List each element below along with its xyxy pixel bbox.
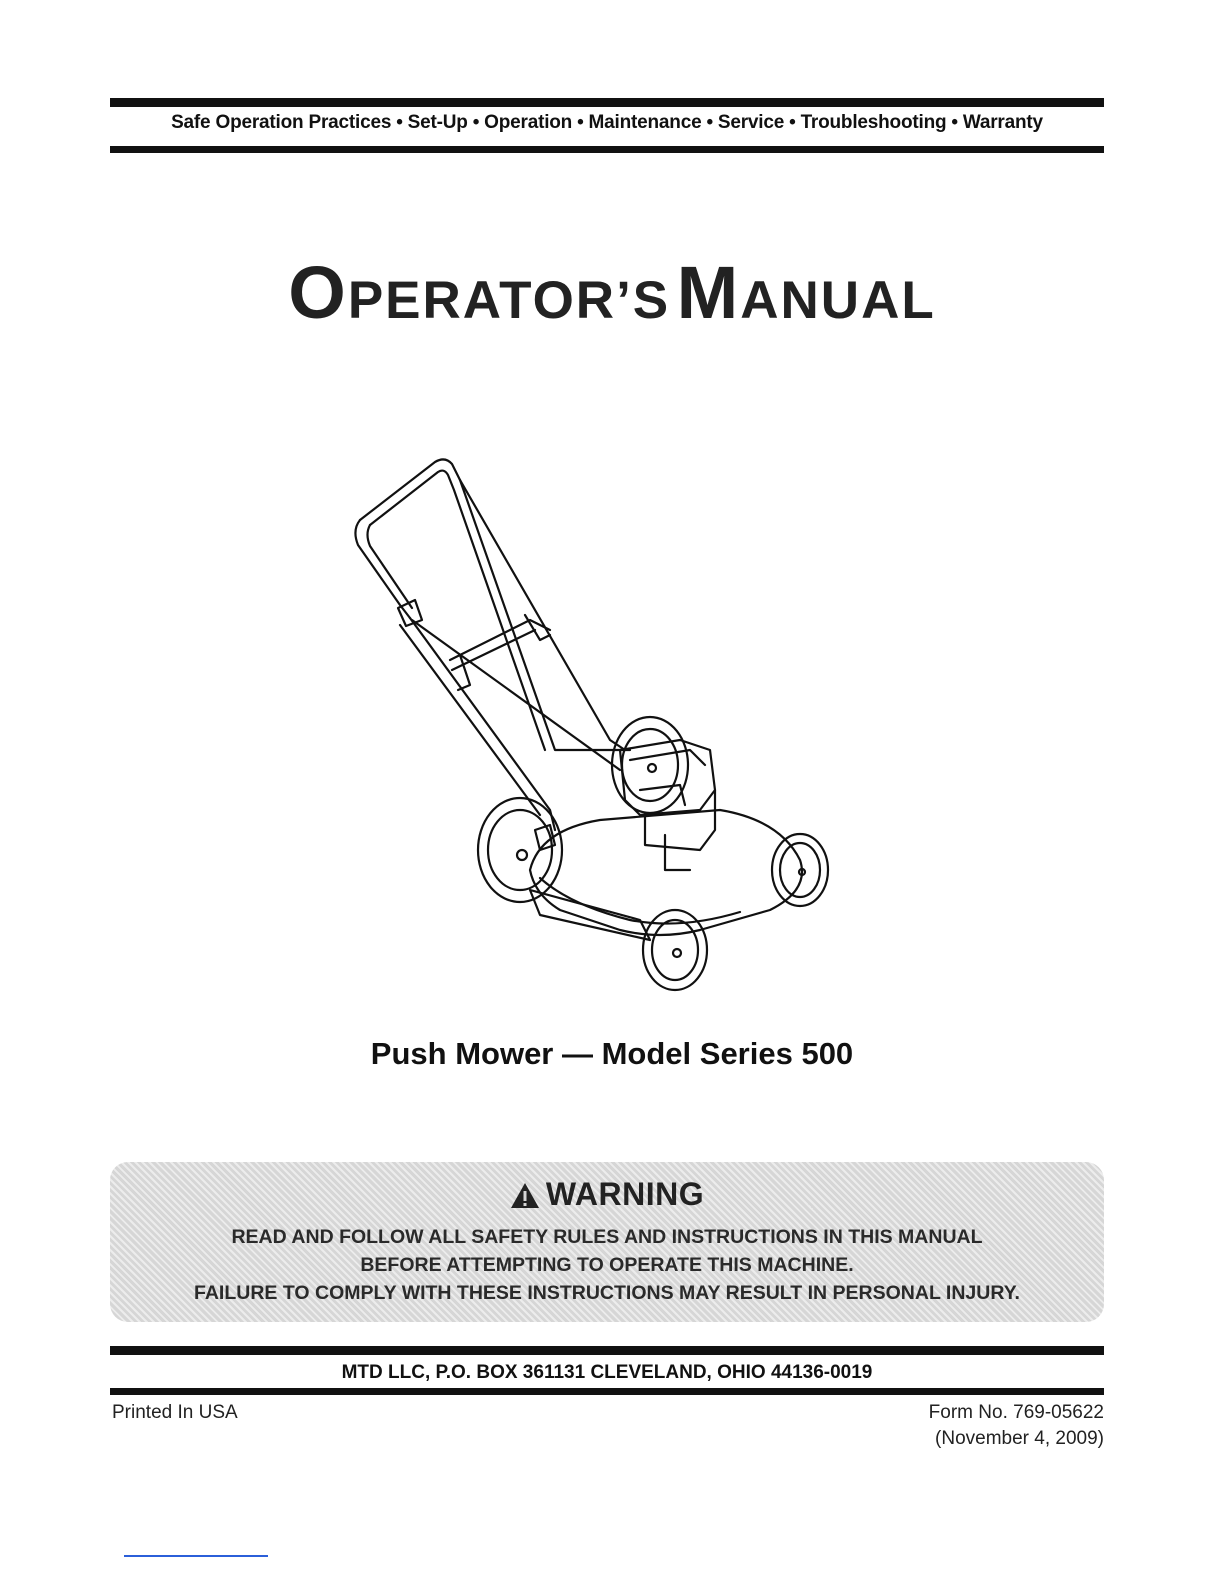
section-maintenance: Maintenance <box>588 112 702 133</box>
header-bottom-rule <box>110 146 1104 153</box>
title-initial-m: M <box>676 251 741 334</box>
title-initial-o: O <box>288 251 348 334</box>
product-subtitle: Push Mower — Model Series 500 <box>370 1036 854 1071</box>
warning-line-1: READ AND FOLLOW ALL SAFETY RULES AND INSTRUCTIONS IN THIS MANUAL <box>231 1226 983 1248</box>
form-date: (November 4, 2009) <box>935 1428 1104 1449</box>
separator: • <box>472 112 480 133</box>
company-address: MTD LLC, P.O. BOX 361131 CLEVELAND, OHIO 44136-0019 <box>341 1362 873 1383</box>
warning-box <box>110 1162 1104 1322</box>
printed-in-usa: Printed In USA <box>112 1402 238 1423</box>
separator: • <box>789 112 796 133</box>
warning-line-2: BEFORE ATTEMPTING TO OPERATE THIS MACHINE. <box>360 1254 854 1276</box>
section-troubleshooting: Troubleshooting <box>800 112 947 133</box>
link-underline[interactable] <box>124 1555 268 1557</box>
section-service: Service <box>717 112 785 133</box>
section-operation: Operation <box>484 112 573 133</box>
warning-triangle-icon <box>510 1182 540 1209</box>
separator: • <box>577 112 584 133</box>
form-number: Form No. 769-05622 <box>928 1402 1104 1423</box>
separator: • <box>706 112 713 133</box>
push-mower-icon <box>340 450 860 1010</box>
warning-line-3: FAILURE TO COMPLY WITH THESE INSTRUCTIONS MAY RESULT IN PERSONAL INJURY. <box>194 1282 1020 1304</box>
separator: • <box>951 112 958 133</box>
address-bottom-rule <box>110 1388 1104 1395</box>
section-list <box>110 112 1104 134</box>
warning-heading-text: WARNING <box>545 1176 705 1212</box>
title-word-operators: PERATOR’S <box>347 271 671 330</box>
top-rule <box>110 98 1104 107</box>
separator: • <box>396 112 403 133</box>
section-safe-operation: Safe Operation Practices <box>171 112 392 133</box>
section-set-up: Set-Up <box>407 112 468 133</box>
section-warranty: Warranty <box>962 112 1043 133</box>
address-top-rule <box>110 1346 1104 1355</box>
title-word-manual: ANUAL <box>740 271 936 330</box>
page-title <box>0 250 1224 335</box>
warning-heading <box>110 1176 1104 1213</box>
